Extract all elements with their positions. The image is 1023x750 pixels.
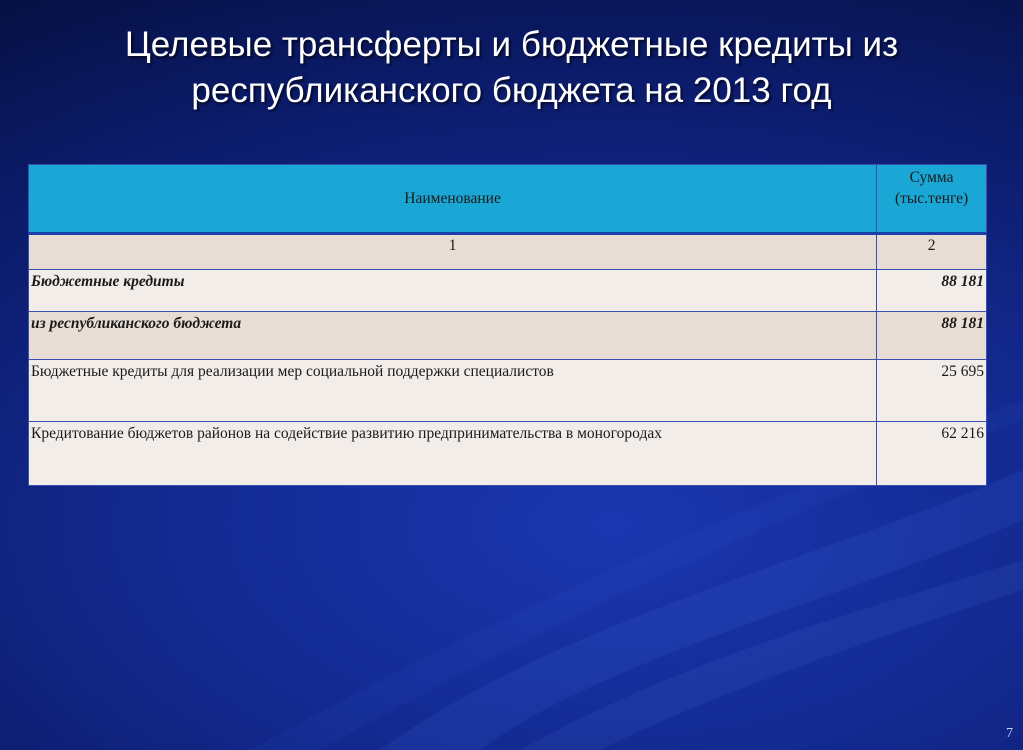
row-value: 62 216 (877, 422, 987, 486)
table-row (29, 422, 987, 486)
table-row (29, 360, 987, 422)
row-value: 25 695 (877, 360, 987, 422)
slide-title (40, 22, 983, 114)
budget-table (28, 164, 987, 486)
row-name: Кредитование бюджетов районов на содействие развитию предпринимательства в моногородах (29, 422, 877, 486)
header-sum (877, 165, 987, 234)
table-header-row (29, 165, 987, 234)
table-row (29, 270, 987, 312)
header-sum-line-2: (тыс.тенге) (894, 190, 969, 207)
row-value: 88 181 (877, 312, 987, 360)
row-value: 88 181 (877, 270, 987, 312)
title-line-2: республиканского бюджета на 2013 год (191, 71, 832, 110)
row-name: Бюджетные кредиты (29, 270, 877, 312)
column-number-2: 2 (877, 234, 987, 270)
column-number-row (29, 234, 987, 270)
table-row (29, 312, 987, 360)
header-name: Наименование (29, 165, 877, 234)
header-sum-line-1: Сумма (909, 169, 954, 186)
column-number-1: 1 (29, 234, 877, 270)
row-name: Бюджетные кредиты для реализации мер социальной поддержки специалистов (29, 360, 877, 422)
row-name: из республиканского бюджета (29, 312, 877, 360)
title-line-1: Целевые трансферты и бюджетные кредиты из (124, 25, 899, 64)
page-number: 7 (1006, 726, 1013, 741)
